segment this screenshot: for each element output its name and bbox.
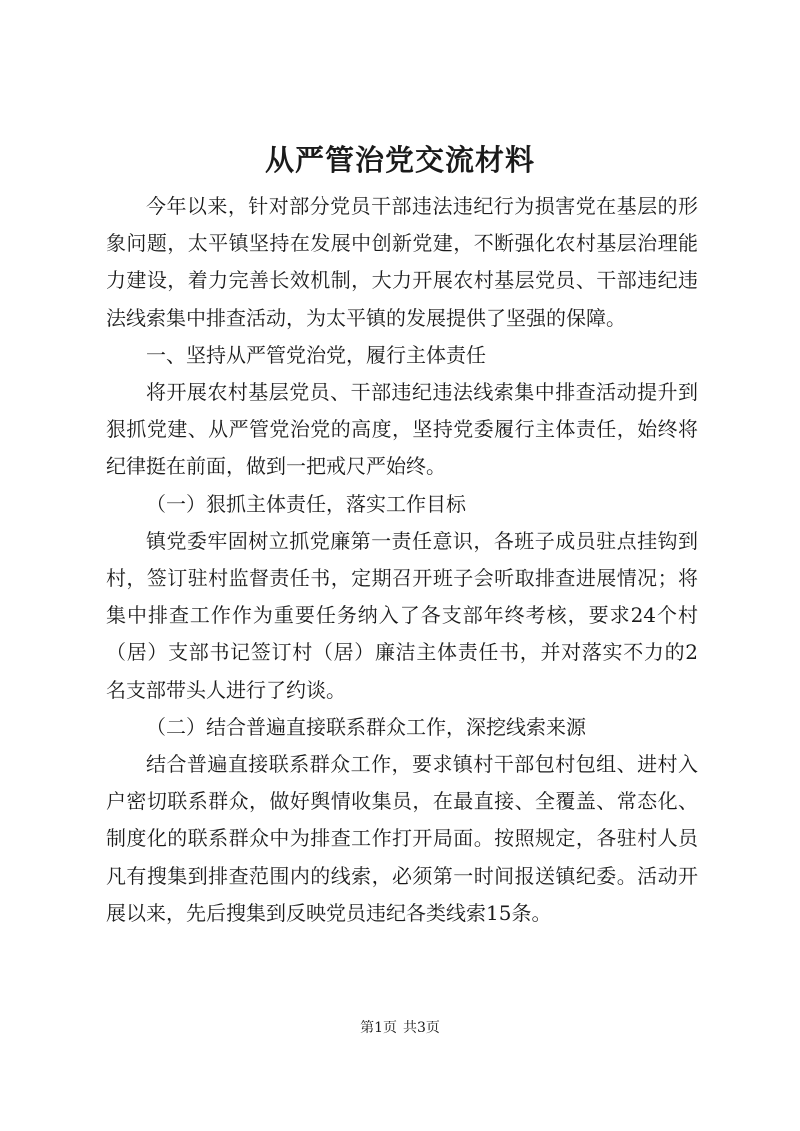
document-body (106, 188, 698, 932)
page-total: 共3页 (403, 1020, 440, 1036)
section-1-paragraph: 将开展农村基层党员、干部违纪违法线索集中排查活动提升到狠抓党建、从严管党治党的高度，坚持党委履行主体责任，始终将纪律挺在前面，做到一把戒尺严始终。 (106, 380, 698, 479)
page-number: 第1页 (360, 1020, 397, 1036)
document-title: 从严管治党交流材料 (264, 143, 535, 177)
subsection-2-paragraph: 结合普遍直接联系群众工作，要求镇村干部包村包组、进村入户密切联系群众，做好舆情收集员，在最直接、全覆盖、常态化、制度化的联系群众中为排查工作打开局面。按照规定，各驻村人员凡有搜集到排查范围内的线索，必须第一时间报送镇纪委。活动开展以来，先后搜集到反映党员违纪各类线索15条。 (106, 752, 698, 925)
subsection-heading-2: （二）结合普遍直接联系群众工作，深挖线索来源 (146, 714, 586, 739)
subsection-heading-1: （一）狠抓主体责任，落实工作目标 (146, 491, 466, 516)
page-footer (0, 1018, 800, 1038)
section-heading-1: 一、坚持从严管党治党，履行主体责任 (146, 342, 486, 367)
subsection-1-paragraph: 镇党委牢固树立抓党廉第一责任意识，各班子成员驻点挂钩到村，签订驻村监督责任书，定期召开班子会听取排查进展情况；将集中排查工作作为重要任务纳入了各支部年终考核，要求24个村（居）支部书记签订村（居）廉洁主体责任书，并对落实不力的2名支部带头人进行了约谈。 (106, 528, 698, 702)
intro-paragraph: 今年以来，针对部分党员干部违法违纪行为损害党在基层的形象问题，太平镇坚持在发展中创新党建，不断强化农村基层治理能力建设，着力完善长效机制，大力开展农村基层党员、干部违纪违法线索集中排查活动，为太平镇的发展提供了坚强的保障。 (106, 194, 698, 330)
